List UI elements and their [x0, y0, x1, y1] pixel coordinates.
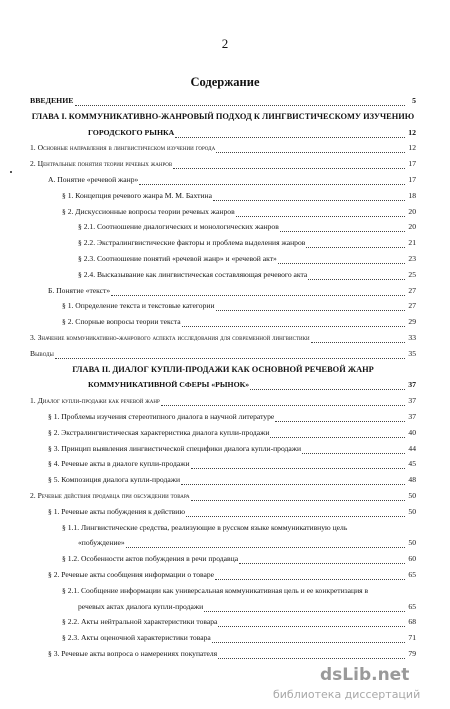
dot-leader	[218, 658, 405, 659]
toc-entry[interactable]	[30, 586, 416, 598]
toc-entry-title: § 1.2. Особенности актов побуждения в речи продавца	[62, 554, 239, 564]
scan-speck	[10, 171, 12, 173]
toc-entry-title: § 1. Концепция речевого жанра М. М. Бахтина	[62, 190, 212, 200]
dot-leader	[204, 611, 405, 612]
toc-entry[interactable]	[30, 475, 416, 487]
toc-entry-title: § 2.4. Высказывание как лингвистическая составляющая речевого акта	[78, 269, 308, 279]
dot-leader	[275, 421, 405, 422]
toc-entry-page: 65	[408, 570, 416, 579]
toc-entry-title: § 4. Речевые акты в диалоге купли-продажи	[48, 459, 190, 469]
toc-entry[interactable]	[30, 444, 416, 456]
dot-leader	[311, 342, 405, 343]
toc-entry-page: 37	[408, 396, 416, 406]
toc-entry-title: § 2. Дискуссионные вопросы теории речевых жанров	[62, 206, 235, 216]
dot-leader	[161, 405, 405, 406]
dot-leader	[191, 468, 405, 469]
toc-entry[interactable]	[30, 222, 416, 234]
toc-entry-page: 25	[408, 269, 416, 279]
dot-leader	[191, 500, 405, 501]
toc-entry[interactable]	[30, 301, 416, 313]
toc-entry[interactable]	[30, 649, 416, 661]
toc-entry-title: Б. Понятие «текст»	[48, 285, 111, 295]
dot-leader	[270, 437, 405, 438]
page-number: 2	[221, 36, 229, 51]
toc-entry-page: 27	[408, 285, 416, 295]
toc-entry[interactable]	[30, 380, 416, 392]
dot-leader	[175, 137, 405, 138]
toc-entry-page: 79	[408, 649, 416, 658]
chapter-heading: ГЛАВА II. ДИАЛОГ КУПЛИ-ПРОДАЖИ КАК ОСНОВНОЙ РЕЧЕВОЙ ЖАНР	[72, 364, 374, 374]
toc-entry-title: § 3. Принцип выявления лингвистической специфики диалога купли-продажи	[48, 443, 302, 453]
toc-entry[interactable]	[30, 428, 416, 440]
toc-entry-title: § 2. Экстралингвистическая характеристика диалога купли-продажи	[48, 427, 270, 437]
toc-entry[interactable]	[30, 191, 416, 203]
page-title: Содержание	[190, 75, 260, 89]
toc-entry-page: 37	[408, 412, 416, 421]
dot-leader	[308, 279, 405, 280]
toc-entry-title: 3. Значение коммуникативно-жанрового аспекта исследования для современной лингвистики	[30, 333, 310, 342]
dot-leader	[250, 389, 405, 390]
toc-entry-title: 1. Диалог купли-продажи как речевой жанр	[30, 396, 160, 406]
toc-entry-title: § 1. Речевые акты побуждения к действию	[48, 506, 186, 516]
toc-entry[interactable]	[30, 570, 416, 582]
toc-entry-title: § 1.1. Лингвистические средства, реализующие в русском языке коммуникативную цель	[62, 522, 348, 532]
toc-entry-page: 17	[408, 159, 416, 169]
toc-entry[interactable]	[30, 396, 416, 408]
toc-entry-title: § 2.2. Экстралингвистические факторы и проблема выделения жанров	[78, 238, 306, 248]
toc-entry[interactable]	[30, 238, 416, 250]
toc-entry-page: 23	[408, 254, 416, 263]
chapter-heading: ГЛАВА I. КОММУНИКАТИВНО-ЖАНРОВЫЙ ПОДХОД К ЛИНГВИСТИЧЕСКОМУ ИЗУЧЕНИЮ	[31, 111, 415, 121]
toc-entry-title: речевых актах диалога купли-продажи	[78, 601, 204, 611]
toc-entry[interactable]	[30, 507, 416, 519]
toc-entry-title: § 5. Композиция диалога купли-продажи	[48, 475, 181, 485]
toc-entry-page: 48	[408, 475, 416, 485]
toc-entry[interactable]	[30, 128, 416, 140]
dot-leader	[111, 295, 405, 296]
toc-entry-page: 17	[408, 175, 416, 184]
toc-entry-title: Выводы	[30, 348, 54, 358]
toc-entry[interactable]	[30, 523, 416, 535]
toc-entry-page: 40	[408, 427, 416, 437]
toc-entry-page: 37	[408, 380, 416, 390]
dot-leader	[239, 563, 405, 564]
toc-entry-page: 35	[408, 348, 416, 358]
toc-entry-page: 12	[408, 127, 416, 137]
toc-entry-page: 50	[408, 506, 416, 516]
toc-entry[interactable]	[30, 459, 416, 471]
toc-entry-page: 5	[412, 96, 416, 105]
toc-entry-page: 33	[408, 333, 416, 342]
toc-entry-title: 2. Речевые действия продавца при обсуждении товара	[30, 491, 190, 500]
toc-entry-title: § 2.3. Акты оценочной характеристики товара	[62, 633, 211, 643]
toc-entry-page: 60	[408, 554, 416, 564]
dot-leader	[306, 247, 405, 248]
toc-entry-title: ГОРОДСКОГО РЫНКА	[88, 127, 175, 137]
dot-leader	[236, 216, 405, 217]
toc-entry[interactable]	[30, 491, 416, 503]
toc-entry-page: 50	[408, 538, 416, 548]
toc-entry-title: § 3. Речевые акты вопроса о намерениях покупателя	[48, 649, 218, 658]
toc-entry-page: 45	[408, 459, 416, 469]
toc-entry-page: 20	[408, 206, 416, 216]
toc-entry[interactable]	[30, 270, 416, 282]
toc-entry-title: 1. Основные направления в лингвистическом изучении города	[30, 143, 216, 153]
toc-entry-title: КОММУНИКАТИВНОЙ СФЕРЫ «РЫНОК»	[88, 380, 250, 390]
toc-entry-page: 44	[408, 443, 416, 453]
dot-leader	[278, 263, 405, 264]
watermark-tagline: библиотека диссертаций	[273, 688, 421, 701]
toc-entry-title: § 2.1. Сообщение информации как универсальная коммуникативная цель и ее конкретизация в	[62, 585, 369, 595]
toc-entry-title: § 2.3. Соотношение понятий «речевой жанр» и «речевой акт»	[78, 254, 277, 263]
toc-entry-page: 20	[408, 222, 416, 232]
toc-entry-title: «побуждение»	[78, 538, 125, 548]
toc-entry[interactable]	[30, 538, 416, 550]
toc-entry[interactable]	[30, 349, 416, 361]
toc-entry-page: 12	[408, 143, 416, 153]
toc-entry-page: 71	[408, 633, 416, 643]
toc-entry-page: 65	[408, 601, 416, 611]
dot-leader	[213, 200, 405, 201]
toc-entry[interactable]	[30, 633, 416, 645]
watermark-logo: dsLib.net	[320, 665, 410, 685]
dot-leader	[215, 579, 405, 580]
dot-leader	[75, 105, 405, 106]
toc-entry-page: 21	[408, 238, 416, 248]
toc-entry-page: 50	[408, 491, 416, 500]
dot-leader	[182, 326, 405, 327]
dot-leader	[186, 516, 405, 517]
toc-entry-title: ВВЕДЕНИЕ	[30, 96, 74, 105]
dot-leader	[55, 358, 405, 359]
dot-leader	[139, 184, 405, 185]
toc-entry[interactable]	[30, 207, 416, 219]
toc-entry-page: 18	[408, 190, 416, 200]
toc-entry-title: 2. Центральные понятия теории речевых жанров	[30, 159, 173, 169]
toc-entry-title: § 2.1. Соотношение диалогических и монологических жанров	[78, 222, 279, 232]
toc-entry-title: § 2. Спорные вопросы теории текста	[62, 317, 181, 327]
toc-entry[interactable]	[30, 602, 416, 614]
dot-leader	[302, 453, 405, 454]
toc-entry-title: § 2.2. Акты нейтральной характеристики товара	[62, 617, 218, 627]
dot-leader	[181, 484, 405, 485]
toc-entry-title: § 2. Речевые акты сообщения информации о товаре	[48, 570, 215, 579]
dot-leader	[280, 231, 405, 232]
toc-entry[interactable]	[30, 96, 416, 108]
toc-entry-title: А. Понятие «речевой жанр»	[48, 175, 139, 184]
toc-entry-page: 29	[408, 317, 416, 327]
toc-entry[interactable]	[30, 159, 416, 171]
toc-entry-page: 27	[408, 301, 416, 311]
toc-entry[interactable]	[30, 143, 416, 155]
dot-leader	[173, 168, 405, 169]
toc-entry[interactable]	[30, 412, 416, 424]
toc-entry[interactable]	[30, 333, 416, 345]
toc-entry[interactable]	[30, 554, 416, 566]
toc-entry[interactable]	[30, 317, 416, 329]
toc-entry-title: § 1. Проблемы изучения стереотипного диалога в научной литературе	[48, 412, 275, 421]
dot-leader	[216, 310, 405, 311]
toc-entry[interactable]	[30, 254, 416, 266]
toc-entry-title: § 1. Определение текста и текстовые категории	[62, 301, 215, 311]
dot-leader	[218, 626, 405, 627]
toc-entry-page: 68	[408, 617, 416, 627]
dot-leader	[212, 642, 405, 643]
toc-entry[interactable]	[30, 175, 416, 187]
dot-leader	[126, 547, 405, 548]
toc-entry[interactable]	[30, 286, 416, 298]
toc-entry[interactable]	[30, 617, 416, 629]
dot-leader	[216, 152, 405, 153]
